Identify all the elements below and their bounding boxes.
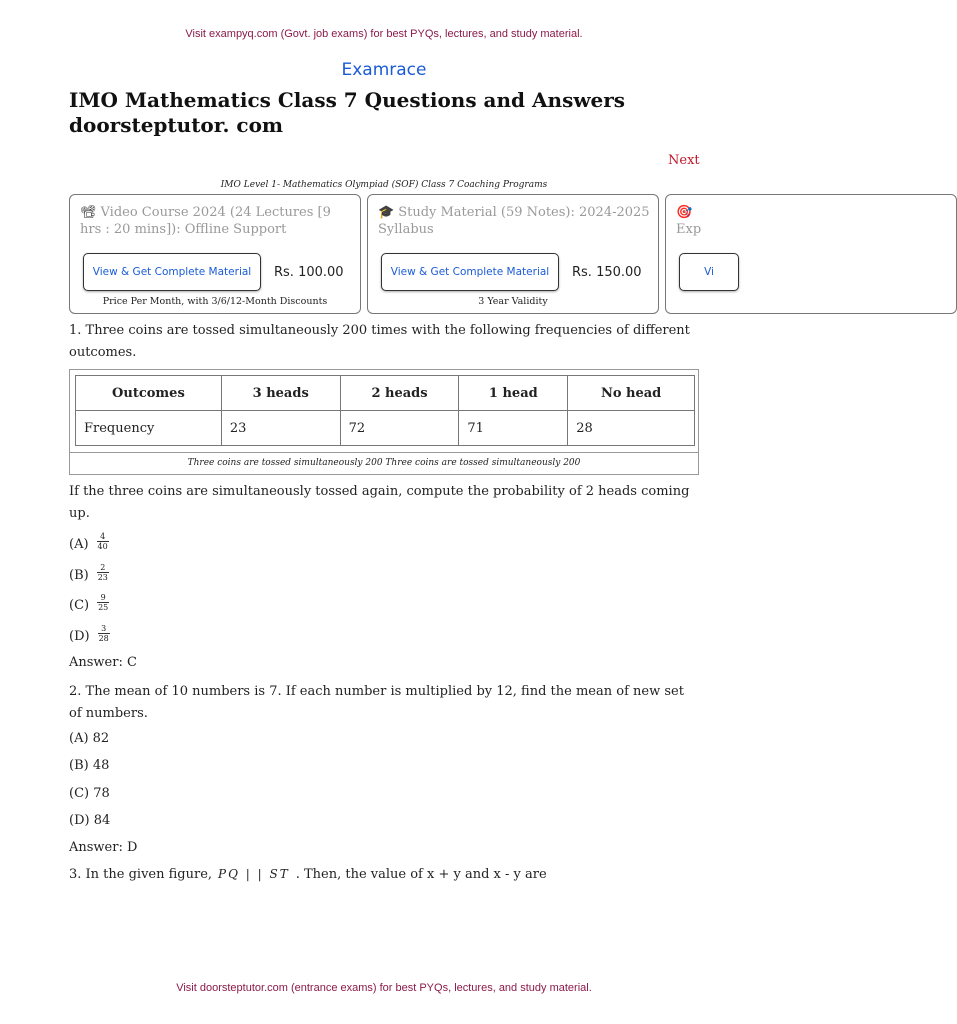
table-row — [76, 411, 695, 446]
brand-link[interactable]: Examrace — [341, 60, 427, 80]
table-cell: 28 — [568, 411, 695, 446]
target-icon: 🎯 — [676, 205, 693, 220]
table-header-row — [76, 376, 695, 411]
table-cell: 23 — [221, 411, 340, 446]
programs-caption: IMO Level 1- Mathematics Olympiad (SOF) Class 7 Coaching Programs — [220, 180, 548, 190]
table-header-cell: Outcomes — [76, 376, 222, 411]
table-caption: Three coins are tossed simultaneously 200 Three coins are tossed simultaneously 200 — [70, 452, 698, 474]
question-1-option-a: (A) $\frac{4}{40}$ — [69, 532, 108, 552]
fraction: $\frac{2}{23}$ — [97, 563, 108, 582]
table-header-cell: 1 head — [459, 376, 568, 411]
table-cell: Frequency — [76, 411, 222, 446]
fraction: $\frac{3}{28}$ — [98, 624, 109, 643]
question-2-text: 2. The mean of 10 numbers is 7. If each number is multiplied by 12, find the mean of new set of numbers. — [69, 684, 684, 721]
question-1-answer: Answer: C — [69, 655, 137, 670]
top-promo-banner[interactable]: Visit exampyq.com (Govt. job exams) for best PYQs, lectures, and study material. — [185, 28, 583, 40]
question-1-option-b: (B) $\frac{2}{23}$ — [69, 563, 108, 583]
table-cell: 71 — [459, 411, 568, 446]
question-2-answer: Answer: D — [69, 840, 138, 855]
question-2-option-b: (B) 48 — [69, 758, 110, 773]
graduation-cap-icon: 🎓 — [378, 205, 395, 220]
card-title: 🎯 Exp — [676, 205, 702, 237]
card-price: Rs. 100.00 — [274, 265, 344, 280]
card-note: Price Per Month, with 3/6/12-Month Discounts — [102, 296, 328, 307]
table-cell: 72 — [340, 411, 459, 446]
video-projector-icon: 📽 — [80, 205, 97, 220]
question-1-followup: If the three coins are simultaneously tossed again, compute the probability of 2 heads coming up. — [69, 484, 690, 521]
question-2-option-a: (A) 82 — [69, 731, 110, 746]
card-title: 🎓 Study Material (59 Notes): 2024-2025 Syllabus — [378, 205, 650, 237]
view-complete-material-button[interactable]: View & Get Complete Material — [83, 253, 261, 291]
next-link[interactable]: Next — [668, 153, 700, 168]
bottom-promo-banner[interactable]: Visit doorsteptutor.com (entrance exams) for best PYQs, lectures, and study material. — [176, 982, 592, 994]
table-header-cell: 2 heads — [340, 376, 459, 411]
fraction: $\frac{9}{25}$ — [98, 593, 109, 612]
program-card-study-material — [367, 194, 659, 314]
program-card-partial — [665, 194, 957, 314]
program-cards-carousel[interactable] — [69, 194, 714, 316]
table-header-cell: No head — [568, 376, 695, 411]
question-1-text: 1. Three coins are tossed simultaneously 200 times with the following frequencies of different outcomes. — [69, 323, 690, 360]
question-1-option-c: (C) $\frac{9}{25}$ — [69, 593, 109, 613]
frequency-table — [75, 375, 695, 446]
card-price: Rs. 150.00 — [572, 265, 642, 280]
view-complete-material-button[interactable]: View & Get Complete Material — [381, 253, 559, 291]
page-title: IMO Mathematics Class 7 Questions and Answers doorsteptutor. com — [69, 88, 626, 137]
math-expression: PQ | | ST — [218, 867, 290, 881]
question-2-option-d: (D) 84 — [69, 813, 111, 828]
question-2-option-c: (C) 78 — [69, 786, 110, 801]
question-1-option-d: (D) $\frac{3}{28}$ — [69, 624, 109, 644]
view-complete-material-button[interactable]: Vi — [679, 253, 739, 291]
program-card-video-course — [69, 194, 361, 314]
table-header-cell: 3 heads — [221, 376, 340, 411]
card-note: 3 Year Validity — [478, 296, 548, 307]
fraction: $\frac{4}{40}$ — [97, 532, 108, 551]
frequency-table-container — [69, 369, 699, 475]
question-3-text: 3. In the given figure, PQ | | ST . Then, the value of x + y and x - y are — [69, 867, 547, 882]
card-title: 📽 Video Course 2024 (24 Lectures [9 hrs : 20 mins]): Offline Support — [80, 205, 331, 237]
